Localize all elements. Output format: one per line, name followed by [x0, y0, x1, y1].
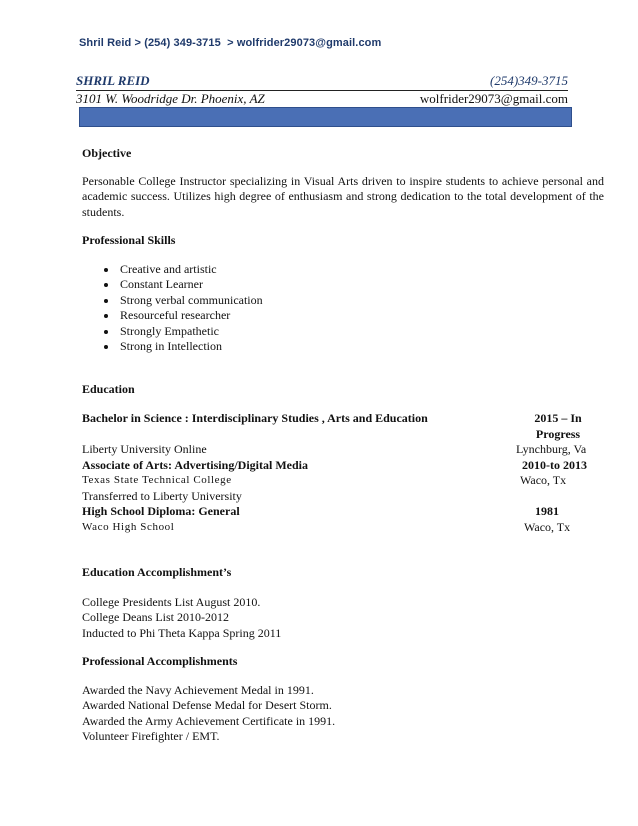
edu-accomplishments-list [82, 595, 604, 642]
list-item: Awarded the Navy Achievement Medal in 1991. [82, 682, 314, 697]
resume-body [82, 146, 604, 745]
resume-name-row [76, 73, 568, 91]
resume-email: wolfrider29073@gmail.com [419, 91, 568, 106]
education-entry [82, 458, 604, 505]
list-item: Inducted to Phi Theta Kappa Spring 2011 [82, 625, 282, 640]
school-name: Waco High School [82, 520, 175, 533]
skills-list [82, 262, 604, 355]
school-name: Texas State Technical College [82, 474, 232, 486]
header-name: Shril Reid [79, 37, 132, 49]
list-item: • Strong verbal communication [118, 293, 604, 309]
education-entry [82, 411, 604, 458]
school-location: Waco, Tx [524, 519, 571, 534]
page-header [79, 37, 381, 49]
degree-date: 2010-to 2013 [522, 457, 587, 472]
list-item: • Constant Learner [118, 277, 604, 293]
education-note: Transferred to Liberty University [82, 488, 242, 503]
list-item: College Deans List 2010-2012 [82, 610, 229, 624]
header-email: wolfrider29073@gmail.com [236, 37, 382, 49]
resume-name: SHRIL REID [76, 73, 150, 88]
education-heading: Education [82, 381, 135, 396]
edu-accomplishments-heading: Education Accomplishment’s [82, 565, 232, 579]
resume-phone: (254)349-3715 [490, 73, 568, 88]
prof-accomplishments-list [82, 683, 604, 745]
list-item: • Resourceful researcher [118, 308, 604, 324]
resume-address-row [76, 91, 568, 107]
header-phone: (254) 349-3715 [144, 37, 221, 49]
header-separator: > [131, 37, 145, 49]
header-separator: > [220, 37, 237, 49]
school-location: Lynchburg, Va [516, 442, 587, 456]
resume-address: 3101 W. Woodridge Dr. Phoenix, AZ [76, 91, 265, 106]
list-item: College Presidents List August 2010. [82, 594, 261, 609]
list-item: Volunteer Firefighter / EMT. [82, 729, 220, 743]
school-name: Liberty University Online [82, 442, 207, 456]
education-entry [82, 504, 604, 535]
list-item: Awarded National Defense Medal for Desert Storm. [82, 698, 332, 712]
prof-accomplishments-heading: Professional Accomplishments [82, 654, 238, 668]
degree-date: 2015 – In Progress [534, 411, 582, 441]
degree-title: Bachelor in Science : Interdisciplinary Studies , Arts and Education [82, 411, 428, 425]
objective-heading: Objective [82, 146, 132, 160]
objective-text: Personable College Instructor specializing in Visual Arts driven to inspire students to achieve personal and academic success. Utilizes high degree of enthusiasm and strong dedication to the total development of the students. [82, 173, 604, 219]
list-item: • Strongly Empathetic [118, 324, 604, 340]
list-item: Awarded the Army Achievement Certificate in 1991. [82, 713, 336, 728]
list-item: • Strong in Intellection [118, 339, 604, 355]
skills-heading: Professional Skills [82, 233, 176, 247]
degree-title: Associate of Arts: Advertising/Digital Media [82, 457, 308, 472]
list-item: • Creative and artistic [118, 262, 604, 278]
school-location: Waco, Tx [520, 473, 567, 487]
degree-date: 1981 [535, 504, 559, 518]
header-color-bar [79, 107, 572, 127]
degree-title: High School Diploma: General [82, 504, 240, 518]
